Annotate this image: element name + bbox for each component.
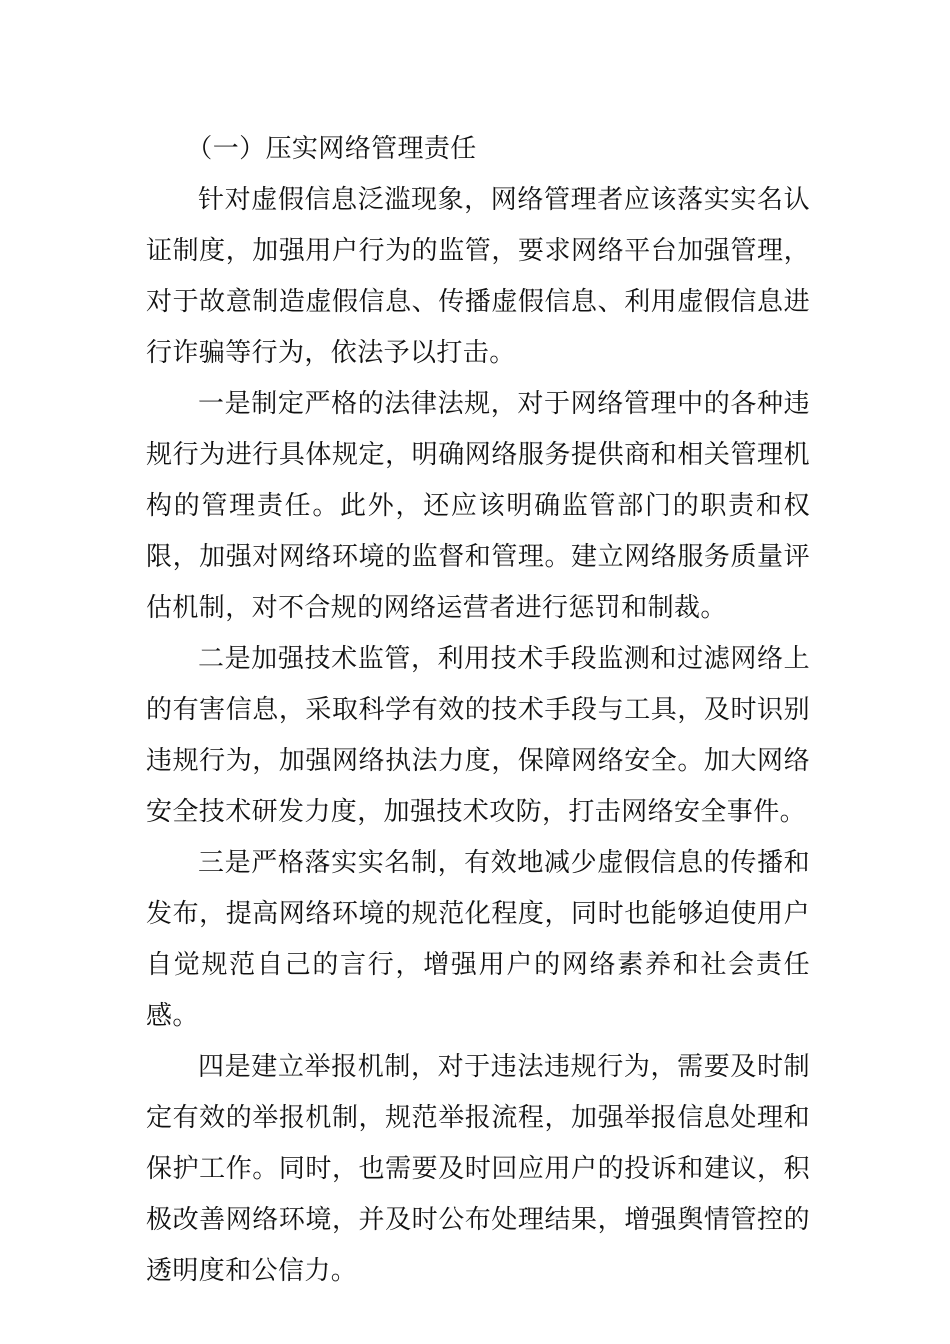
paragraph-one: 一是制定严格的法律法规，对于网络管理中的各种违规行为进行具体规定，明确网络服务提供商和相关管理机构的管理责任。此外，还应该明确监管部门的职责和权限，加强对网络环境的监督和管理。建立网络服务质量评估机制，对不合规的网络运营者进行惩罚和制裁。 [146, 389, 810, 623]
paragraph-two: 二是加强技术监管，利用技术手段监测和过滤网络上的有害信息，采取科学有效的技术手段与工具，及时识别违规行为，加强网络执法力度，保障网络安全。加大网络安全技术研发力度，加强技术攻防，打击网络安全事件。 [146, 644, 810, 827]
section-heading: （一）压实网络管理责任 [186, 134, 477, 164]
paragraph-four: 四是建立举报机制，对于违法违规行为，需要及时制定有效的举报机制，规范举报流程，加强举报信息处理和保护工作。同时，也需要及时回应用户的投诉和建议，积极改善网络环境，并及时公布处理结果，增强舆情管控的透明度和公信力。 [146, 1052, 810, 1286]
paragraph-three: 三是严格落实实名制，有效地减少虚假信息的传播和发布，提高网络环境的规范化程度，同时也能够迫使用户自觉规范自己的言行，增强用户的网络素养和社会责任感。 [146, 848, 810, 1031]
paragraph-intro: 针对虚假信息泛滥现象，网络管理者应该落实实名认证制度，加强用户行为的监管，要求网络平台加强管理，对于故意制造虚假信息、传播虚假信息、利用虚假信息进行诈骗等行为，依法予以打击。 [146, 185, 810, 368]
document-body [146, 124, 810, 1297]
